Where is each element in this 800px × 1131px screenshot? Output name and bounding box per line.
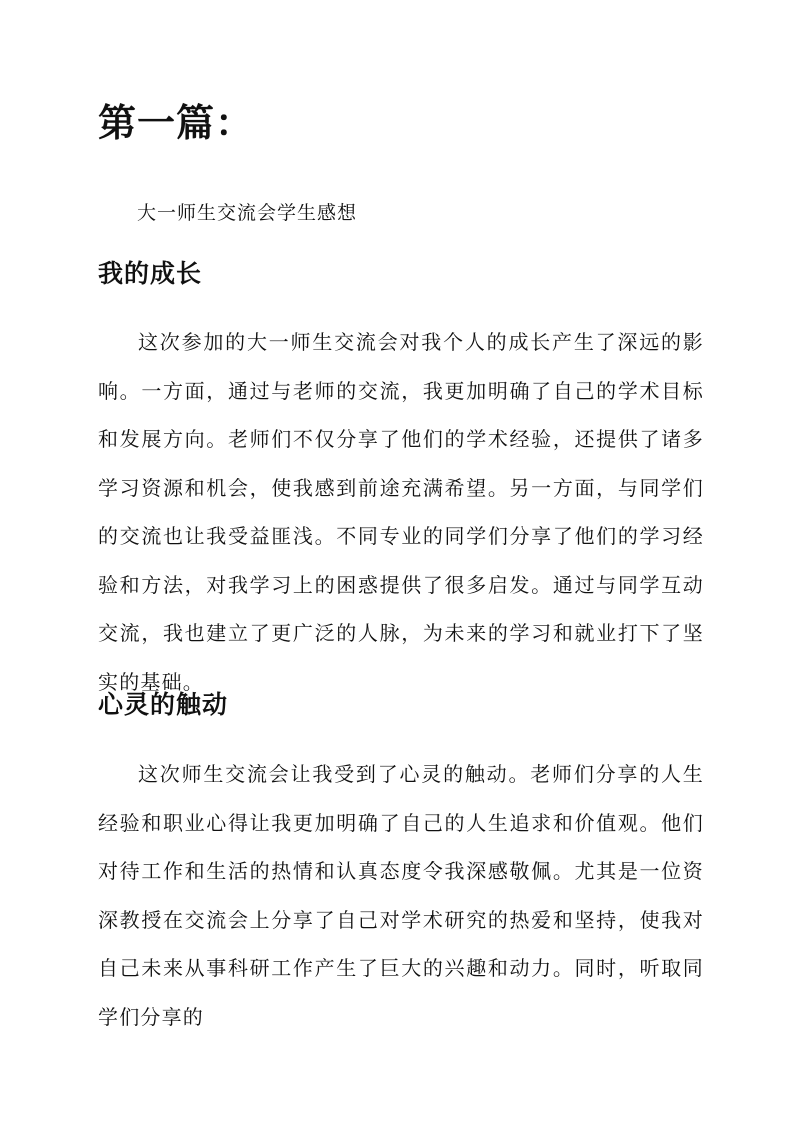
section-paragraph-touch: 这次师生交流会让我受到了心灵的触动。老师们分享的人生经验和职业心得让我更加明确了自己的人生追求和价值观。他们对待工作和生活的热情和认真态度令我深感敬佩。尤其是一位资深教授在交流会上分享了自己对学术研究的热爱和坚持，使我对自己未来从事科研工作产生了巨大的兴趣和动力。同时，听取同学们分享的 bbox=[98, 762, 704, 1029]
section-heading-growth: 我的成长 bbox=[98, 259, 203, 288]
document-title: 第一篇： bbox=[98, 100, 255, 145]
section-heading-touch: 心灵的触动 bbox=[98, 690, 229, 719]
document-subtitle: 大一师生交流会学生感想 bbox=[137, 202, 358, 224]
section-paragraph-growth: 这次参加的大一师生交流会对我个人的成长产生了深远的影响。一方面，通过与老师的交流，我更加明确了自己的学术目标和发展方向。老师们不仅分享了他们的学术经验，还提供了诸多学习资源和机会，使我感到前途充满希望。另一方面，与同学们的交流也让我受益匪浅。不同专业的同学们分享了他们的学习经验和方法，对我学习上的困惑提供了很多启发。通过与同学互动交流，我也建立了更广泛的人脉，为未来的学习和就业打下了坚实的基础。 bbox=[98, 330, 704, 694]
